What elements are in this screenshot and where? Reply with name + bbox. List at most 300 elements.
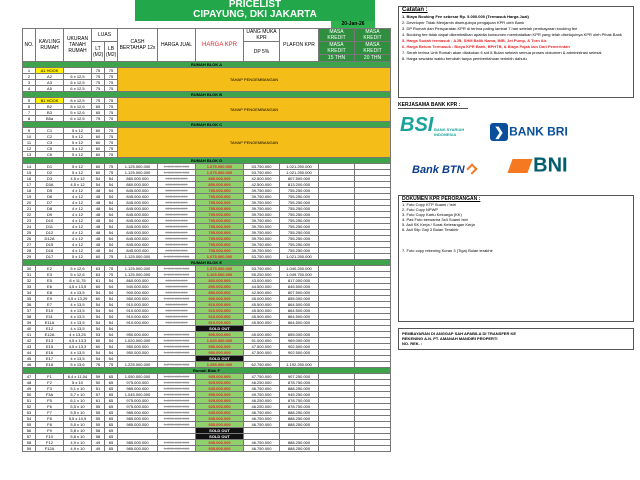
- row-no: 48: [23, 380, 36, 386]
- row-lb: 54: [105, 236, 118, 242]
- row-harga-kpr: 925.000.000: [196, 404, 244, 410]
- row-lb: 54: [105, 332, 118, 338]
- row-kavling: A2: [36, 74, 64, 80]
- row-harga-kpr: 950.000.000: [196, 344, 244, 350]
- row-dp: 39.750.000: [244, 230, 280, 236]
- row-lb: 65: [105, 440, 118, 446]
- row-no: 27: [23, 242, 36, 248]
- row-ukuran: 6 x 12,5: [64, 116, 92, 122]
- row-no: 58: [23, 440, 36, 446]
- row-cash: 950.000.000: [118, 344, 158, 350]
- row-kavling: F1: [36, 374, 64, 380]
- row-no: 1: [23, 68, 36, 74]
- row-ukuran: 5 x 12: [64, 134, 92, 140]
- row-harga-kpr: 850.000.000: [196, 176, 244, 182]
- row-ukuran: 5 x 13,6: [64, 362, 92, 368]
- row-lb: 54: [105, 302, 118, 308]
- row-cash: 940.000.000: [118, 284, 158, 290]
- row-cash: 845.000.000: [118, 248, 158, 254]
- row-tenor-20: [355, 446, 391, 452]
- row-ukuran: 5 x 12: [64, 254, 92, 260]
- row-plafon: 888.250.000: [280, 440, 319, 446]
- row-lt: 60: [92, 254, 105, 260]
- row-no: 2: [23, 74, 36, 80]
- row-ukuran: 4 x 12: [64, 248, 92, 254]
- row-no: 11: [23, 140, 36, 146]
- row-kavling: D10: [36, 218, 64, 224]
- row-ukuran: 5,5 x 10: [64, 410, 92, 416]
- row-lb: 75: [105, 362, 118, 368]
- row-lb: 54: [105, 248, 118, 254]
- note-item: 4. Booking fee tidak dapat dikembalikan apabila konsumen membatalkan KPR yang telah disetujuinya KPR oleh Pihak Bank: [402, 32, 622, 37]
- row-harga-jual: 895.000.000: [158, 236, 196, 242]
- row-harga-kpr: 955.000.000: [196, 374, 244, 380]
- note-item: 7. Serah terima Unit Rumah akan dilakukan 6 s/d 8 Bulan setelah semua proses dokumen & administrasi selesai: [402, 50, 602, 55]
- row-plafon: 878.750.000: [280, 380, 319, 386]
- row-cash: 985.000.000: [118, 410, 158, 416]
- row-lb: 75: [105, 68, 118, 74]
- row-lb: 75: [105, 254, 118, 260]
- notes-title: Catatan :: [402, 7, 428, 13]
- row-dp: 44.500.000: [244, 284, 280, 290]
- row-cash: 1.225.000.000: [118, 362, 158, 368]
- row-no: 22: [23, 212, 36, 218]
- row-plafon: 755.250.000: [280, 230, 319, 236]
- row-dp: 42.500.000: [244, 290, 280, 296]
- row-lb: 65: [105, 410, 118, 416]
- row-ukuran: 8 x 12,6: [64, 104, 92, 110]
- row-harga-kpr: 1.075.000.000: [196, 266, 244, 272]
- row-kavling: E12: [36, 326, 64, 332]
- row-kavling: F7: [36, 410, 64, 416]
- row-ukuran: 4 x 12: [64, 218, 92, 224]
- row-harga-kpr: 910.000.000: [196, 308, 244, 314]
- row-ukuran: 5 x 12,6: [64, 266, 92, 272]
- row-harga-jual: 1.000.000.000: [158, 332, 196, 338]
- note-item: 3. DP Rumah dan Persyaratan KPR di terima paling lambat 7 hari setelah pembayaran booking fee: [402, 26, 578, 31]
- row-dp: 42.500.000: [244, 176, 280, 182]
- row-harga-kpr: 900.000.000: [196, 296, 244, 302]
- doc-item: 2. Foto Copy NPWP: [402, 207, 439, 212]
- row-kavling: F8: [36, 416, 64, 422]
- row-lt: 50: [92, 380, 105, 386]
- row-kavling: F12A: [36, 446, 64, 452]
- bni-logo-text: BNI: [533, 154, 568, 177]
- row-cash: 845.000.000: [118, 212, 158, 218]
- row-cash: 860.000.000: [118, 182, 158, 188]
- row-harga-kpr: 1.020.000.000: [196, 338, 244, 344]
- row-lb: 75: [105, 164, 118, 170]
- row-lb: 54: [105, 218, 118, 224]
- row-ukuran: 4 x 12: [64, 200, 92, 206]
- col-no: NO.: [23, 29, 36, 62]
- row-kavling: C5: [36, 146, 64, 152]
- row-lt: 54: [92, 314, 105, 320]
- row-lt: 48: [92, 212, 105, 218]
- row-harga-kpr: 935.000.000: [196, 422, 244, 428]
- table-row[interactable]: [23, 98, 391, 104]
- row-harga-jual: 895.000.000: [158, 224, 196, 230]
- row-dp: 53.750.000: [244, 164, 280, 170]
- row-lt: 60: [92, 284, 105, 290]
- row-lt: 48: [92, 194, 105, 200]
- row-cash: 1.125.000.000: [118, 170, 158, 176]
- row-harga-jual: 950.000.000: [158, 290, 196, 296]
- table-row[interactable]: [23, 446, 391, 452]
- row-harga-jual: 1.025.000.000: [158, 398, 196, 404]
- row-lb: 75: [105, 110, 118, 116]
- row-lb: 65: [105, 386, 118, 392]
- row-kavling: E13: [36, 338, 64, 344]
- row-harga-kpr: 795.000.000: [196, 230, 244, 236]
- block-name: RUMAH BLOK B: [23, 92, 391, 98]
- row-plafon: 1.192.250.000: [280, 362, 319, 368]
- row-no: 16: [23, 176, 36, 182]
- row-lt: 76: [92, 362, 105, 368]
- row-dp: 49.750.000: [244, 392, 280, 398]
- row-lb: 54: [105, 326, 118, 332]
- row-plafon: 878.750.000: [280, 404, 319, 410]
- row-harga-jual: 1.035.000.000: [158, 410, 196, 416]
- row-no: 52: [23, 404, 36, 410]
- row-plafon: 755.250.000: [280, 224, 319, 230]
- row-lt: 55: [92, 422, 105, 428]
- row-lb: 54: [105, 296, 118, 302]
- row-no: 14: [23, 164, 36, 170]
- row-dp: 53.750.000: [244, 266, 280, 272]
- sold-out-label: SOLD OUT: [196, 428, 244, 434]
- info-panel: [398, 6, 634, 350]
- row-cash: 845.000.000: [118, 200, 158, 206]
- row-kavling: D9: [36, 212, 64, 218]
- row-lb: 75: [105, 104, 118, 110]
- bank-partners-title: KERJASAMA BANK KPR :: [398, 103, 468, 109]
- bni-logo: [510, 154, 568, 177]
- row-ukuran: 5,8 x 10: [64, 428, 92, 434]
- row-harga-jual: 1.000.000.000: [158, 344, 196, 350]
- row-plafon: 813.200.000: [280, 182, 319, 188]
- row-dp: 62.750.000: [244, 362, 280, 368]
- row-harga-jual: 1.150.000.000: [158, 266, 196, 272]
- row-ukuran: 4 x 13,5: [64, 290, 92, 296]
- row-lb: 75: [105, 152, 118, 158]
- row-no: 34: [23, 290, 36, 296]
- row-cash: 910.000.000: [118, 314, 158, 320]
- row-cash: 975.000.000: [118, 404, 158, 410]
- row-ukuran: 5 x 12,6: [64, 110, 92, 116]
- row-kavling: F6: [36, 404, 64, 410]
- row-ukuran: 6 x 12,5: [64, 80, 92, 86]
- row-lb: 75: [105, 74, 118, 80]
- row-dp: 39.750.000: [244, 194, 280, 200]
- row-plafon: 878.750.000: [280, 398, 319, 404]
- development-stage-label: TAHAP PENGEMBANGAN: [118, 98, 391, 122]
- row-kavling: D3A: [36, 182, 64, 188]
- row-ukuran: 4 x 12: [64, 212, 92, 218]
- row-ukuran: 5 x 12: [64, 146, 92, 152]
- row-no: 17: [23, 182, 36, 188]
- row-kavling: D17: [36, 254, 64, 260]
- row-plafon: 969.000.000: [280, 338, 319, 344]
- row-ukuran: 6 x 12,5: [64, 86, 92, 92]
- row-harga-jual: 1.065.000.000: [158, 338, 196, 344]
- row-kavling: A1 HOOK: [36, 68, 64, 74]
- row-cash: 975.000.000: [118, 380, 158, 386]
- row-plafon: 755.250.000: [280, 206, 319, 212]
- price-date: 20-Jan-26: [331, 21, 375, 28]
- row-no: 15: [23, 170, 36, 176]
- col-kredit-15: MASA KREDIT: [319, 42, 355, 55]
- row-harga-kpr: 1.075.000.000: [196, 164, 244, 170]
- row-plafon: 864.500.000: [280, 320, 319, 326]
- row-plafon: 1.021.250.000: [280, 170, 319, 176]
- row-lt: 54: [92, 308, 105, 314]
- row-kavling: F3A: [36, 392, 64, 398]
- row-plafon: 902.500.000: [280, 350, 319, 356]
- row-lt: 54: [92, 302, 105, 308]
- col-tahun-20: 20 THN: [355, 55, 391, 62]
- row-plafon: 755.250.000: [280, 188, 319, 194]
- row-no: 19: [23, 194, 36, 200]
- bsi-logo: [400, 114, 465, 137]
- row-kavling: F5: [36, 398, 64, 404]
- row-ukuran: 4 x 13,5: [64, 326, 92, 332]
- row-harga-kpr: 1.075.000.000: [196, 170, 244, 176]
- row-cash: 860.000.000: [118, 176, 158, 182]
- col-lb: LB (M2): [105, 42, 118, 62]
- row-harga-kpr: 795.000.000: [196, 236, 244, 242]
- row-no: 51: [23, 398, 36, 404]
- row-lt: 54: [92, 182, 105, 188]
- row-ukuran: 6,1 x 10: [64, 398, 92, 404]
- row-cash: 985.000.000: [118, 386, 158, 392]
- row-ukuran: 4 x 13,5: [64, 350, 92, 356]
- row-lb: 65: [105, 380, 118, 386]
- block-name: RUMAH BLOK C: [23, 122, 391, 128]
- kpr-documents-box: [398, 195, 634, 322]
- row-plafon: 864.500.000: [280, 314, 319, 320]
- row-lt: 53: [92, 332, 105, 338]
- row-no: 42: [23, 338, 36, 344]
- row-harga-jual: 895.000.000: [158, 194, 196, 200]
- row-harga-jual: 895.000.000: [158, 212, 196, 218]
- row-harga-jual: 1.035.000.000: [158, 416, 196, 422]
- doc-item: 3. Foto Copy Kartu Keluarga (KK): [402, 212, 462, 217]
- row-harga-jual: 895.000.000: [158, 230, 196, 236]
- col-lt: LT (M2): [92, 42, 105, 62]
- row-kavling: B5a: [36, 116, 64, 122]
- row-dp: 45.500.000: [244, 320, 280, 326]
- row-lb: 75: [105, 146, 118, 152]
- row-plafon: 1.049.750.000: [280, 272, 319, 278]
- row-harga-jual: 895.000.000: [158, 248, 196, 254]
- table-row[interactable]: [23, 128, 391, 134]
- row-plafon: 907.250.000: [280, 374, 319, 380]
- row-no: 3: [23, 80, 36, 86]
- row-kavling: D2: [36, 170, 64, 176]
- row-dp: 42.500.000: [244, 182, 280, 188]
- bri-icon: ❯: [490, 123, 508, 141]
- row-ukuran: 4 x 12: [64, 194, 92, 200]
- row-no: 56: [23, 428, 36, 434]
- row-cash: 1.125.000.000: [118, 254, 158, 260]
- row-kavling: F9: [36, 428, 64, 434]
- row-cash: 985.000.000: [118, 422, 158, 428]
- row-ukuran: 5 x 10: [64, 380, 92, 386]
- row-lb: 54: [105, 356, 118, 362]
- row-lt: 63: [92, 266, 105, 272]
- row-harga-kpr: 935.000.000: [196, 440, 244, 446]
- row-lt: 48: [92, 242, 105, 248]
- row-dp: 47.750.000: [244, 374, 280, 380]
- row-harga-kpr: 850.000.000: [196, 290, 244, 296]
- row-lb: 54: [105, 290, 118, 296]
- row-dp: 46.250.000: [244, 398, 280, 404]
- row-lb: 65: [105, 374, 118, 380]
- row-harga-jual: 895.000.000: [158, 242, 196, 248]
- row-ukuran: 5,8 x 10: [64, 434, 92, 440]
- row-dp: 39.750.000: [244, 224, 280, 230]
- row-lt: 61: [92, 278, 105, 284]
- row-harga-kpr: 860.000.000: [196, 278, 244, 284]
- row-no: 9: [23, 128, 36, 134]
- row-cash: 1.045.000.000: [118, 392, 158, 398]
- row-ukuran: 5,5 x 10,9: [64, 416, 92, 422]
- row-harga-jual: 960.000.000: [158, 308, 196, 314]
- row-cash: 1.125.000.000: [118, 272, 158, 278]
- row-harga-kpr: 910.000.000: [196, 302, 244, 308]
- note-item: 2. Developer Tidak Menjamin disetujuinya pengajuan KPR oleh Bank: [402, 20, 525, 25]
- row-ukuran: 8 x 12,5: [64, 98, 92, 104]
- row-cash: 860.000.000: [118, 278, 158, 284]
- row-cash: 845.000.000: [118, 188, 158, 194]
- row-plafon: 864.500.000: [280, 302, 319, 308]
- row-harga-jual: 825.000.000: [158, 206, 196, 212]
- row-no: 36: [23, 302, 36, 308]
- row-lt: 60: [92, 296, 105, 302]
- row-lb: 54: [105, 182, 118, 188]
- row-dp: 46.750.000: [244, 422, 280, 428]
- row-lt: 58: [92, 434, 105, 440]
- row-cash: 975.000.000: [118, 398, 158, 404]
- row-harga-jual: 1.035.000.000: [158, 440, 196, 446]
- col-plafon: PLAFON KPR: [280, 29, 319, 62]
- note-item: 6. Harga Belum Termasuk : Biaya KPR Bank, BPHTB, & Biaya Pajak lain Dari Pemerintah: [402, 44, 570, 49]
- row-harga-kpr: 795.000.000: [196, 200, 244, 206]
- row-dp: 39.750.000: [244, 242, 280, 248]
- sold-out-label: SOLD OUT: [196, 356, 244, 362]
- row-lt: 60: [92, 164, 105, 170]
- row-cash: 845.000.000: [118, 218, 158, 224]
- row-no: 8: [23, 116, 36, 122]
- row-ukuran: 4 x 13,5: [64, 302, 92, 308]
- btn-logo: [412, 165, 476, 174]
- doc-item: 1. Foto Copy KTP Suami / Istri: [402, 202, 456, 207]
- row-kavling: C6: [36, 152, 64, 158]
- row-dp: 39.750.000: [244, 236, 280, 242]
- row-no: 35: [23, 296, 36, 302]
- row-lt: 75: [92, 74, 105, 80]
- row-lt: 54: [92, 320, 105, 326]
- row-no: 25: [23, 230, 36, 236]
- row-no: 39: [23, 320, 36, 326]
- development-stage-label: TAHAP PENGEMBANGAN: [118, 128, 391, 158]
- row-dp: 55.250.000: [244, 272, 280, 278]
- doc-item: 4. Pas Foto berwarna 3x4 Suami Istri: [402, 217, 468, 222]
- row-ukuran: 5 x 12: [64, 128, 92, 134]
- row-lb: 75: [105, 116, 118, 122]
- row-no: 46: [23, 362, 36, 368]
- row-harga-jual: 980.000.000: [158, 284, 196, 290]
- row-lb: 75: [105, 272, 118, 278]
- row-lt: 60: [92, 140, 105, 146]
- row-harga-kpr: 900.000.000: [196, 332, 244, 338]
- row-ukuran: 5 x 12: [64, 140, 92, 146]
- row-ukuran: 5,7 x 10: [64, 392, 92, 398]
- row-lt: 48: [92, 218, 105, 224]
- row-no: 28: [23, 248, 36, 254]
- row-lt: 75: [92, 68, 105, 74]
- row-dp: 45.500.000: [244, 308, 280, 314]
- row-lt: 54: [92, 356, 105, 362]
- row-ukuran: 4,9 x 10: [64, 446, 92, 452]
- row-no: 47: [23, 374, 36, 380]
- row-kavling: E11A: [36, 320, 64, 326]
- row-kavling: E3: [36, 272, 64, 278]
- row-kavling: E11: [36, 314, 64, 320]
- row-cash: 950.000.000: [118, 350, 158, 356]
- row-plafon: 855.000.000: [280, 296, 319, 302]
- row-kavling: E10: [36, 308, 64, 314]
- row-lt: 51: [92, 386, 105, 392]
- row-harga-jual: 960.000.000: [158, 302, 196, 308]
- row-dp: 46.750.000: [244, 386, 280, 392]
- bsi-sub-1: BANK SYARIAH: [434, 127, 465, 132]
- row-kavling: F2: [36, 380, 64, 386]
- row-lb: 54: [105, 284, 118, 290]
- row-ukuran: 4 x 13,5: [64, 314, 92, 320]
- col-kavling: KAVLING RUMAH: [36, 29, 64, 62]
- row-ukuran: 4 x 13,5: [64, 320, 92, 326]
- row-harga-jual: 895.000.000: [158, 200, 196, 206]
- row-plafon: 888.250.000: [280, 410, 319, 416]
- row-harga-kpr: 1.105.000.000: [196, 272, 244, 278]
- row-no: 33: [23, 284, 36, 290]
- row-lb: 75: [105, 80, 118, 86]
- row-cash: 845.000.000: [118, 242, 158, 248]
- row-plafon: 755.250.000: [280, 248, 319, 254]
- block-name: RUMAH BLOK D: [23, 158, 391, 164]
- row-no: 10: [23, 134, 36, 140]
- row-harga-kpr: 950.000.000: [196, 350, 244, 356]
- row-lt: 54: [92, 176, 105, 182]
- row-lt: 59: [92, 374, 105, 380]
- row-lb: 54: [105, 212, 118, 218]
- row-lb: 75: [105, 128, 118, 134]
- row-harga-kpr: 935.000.000: [196, 446, 244, 452]
- row-ukuran: 4 x 12: [64, 224, 92, 230]
- row-dp: 39.750.000: [244, 206, 280, 212]
- row-harga-jual: 1.095.000.000: [158, 392, 196, 398]
- row-cash: 1.020.000.000: [118, 338, 158, 344]
- block-name: RUMAH BLOK A: [23, 62, 391, 68]
- row-plafon: 755.250.000: [280, 194, 319, 200]
- row-plafon: 888.250.000: [280, 416, 319, 422]
- row-harga-kpr: 925.000.000: [196, 380, 244, 386]
- row-ukuran: 5 x 12: [64, 170, 92, 176]
- row-cash: 845.000.000: [118, 194, 158, 200]
- row-plafon: 888.250.000: [280, 446, 319, 452]
